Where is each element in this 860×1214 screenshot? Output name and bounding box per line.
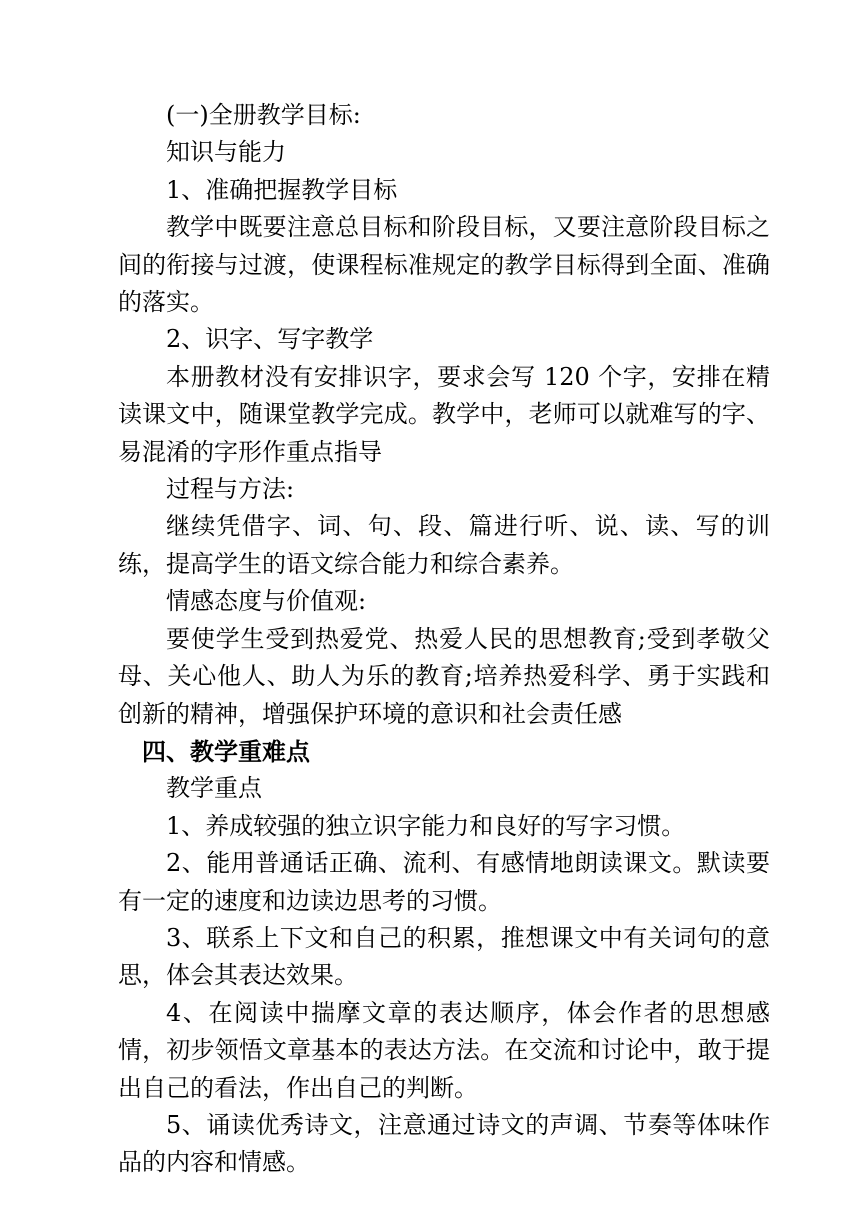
paragraph-process-method: 过程与方法: [166, 475, 295, 504]
paragraph-knowledge-ability: 知识与能力 [166, 138, 286, 167]
paragraph-item-2: 2、识字、写字教学 [166, 325, 374, 354]
paragraph-focus-3: 3、联系上下文和自己的积累，推想课文中有关词句的意思，体会其表达效果。 [118, 923, 770, 990]
paragraph-focus-5: 5、诵读优秀诗文，注意通过诗文的声调、节奏等体味作品的内容和情感。 [118, 1110, 770, 1177]
document-body [118, 97, 770, 1182]
paragraph-process-method-detail: 继续凭借字、词、句、段、篇进行听、说、读、写的训练，提高学生的语文综合能力和综合素养。 [118, 512, 770, 578]
paragraph-item-2-detail: 本册教材没有安排识字，要求会写 120 个字，安排在精读课文中，随课堂教学完成。教学中，老师可以就难写的字、易混淆的字形作重点指导 [118, 362, 770, 466]
paragraph-item-1-detail: 教学中既要注意总目标和阶段目标，又要注意阶段目标之间的衔接与过渡，使课程标准规定的教学目标得到全面、准确的落实。 [118, 213, 770, 317]
paragraph-overall-goals: (一)全册教学目标: [166, 101, 361, 129]
paragraph-emotion-values: 情感态度与价值观: [166, 587, 367, 616]
paragraph-focus-4: 4、在阅读中揣摩文章的表达顺序，体会作者的思想感情，初步领悟文章基本的表达方法。在交流和讨论中，敢于提出自己的看法，作出自己的判断。 [118, 998, 770, 1102]
paragraph-item-1: 1、准确把握教学目标 [166, 175, 398, 204]
paragraph-teaching-focus: 教学重点 [166, 774, 262, 803]
paragraph-focus-2: 2、能用普通话正确、流利、有感情地朗读课文。默读要有一定的速度和边读边思考的习惯。 [118, 849, 770, 915]
paragraph-emotion-values-detail: 要使学生受到热爱党、热爱人民的思想教育;受到孝敬父母、关心他人、助人为乐的教育;培养热爱科学、勇于实践和创新的精神，增强保护环境的意识和社会责任感 [118, 624, 770, 728]
section-heading-key-points: 四、教学重难点 [142, 736, 310, 766]
paragraph-focus-1: 1、养成较强的独立识字能力和良好的写字习惯。 [166, 811, 686, 840]
